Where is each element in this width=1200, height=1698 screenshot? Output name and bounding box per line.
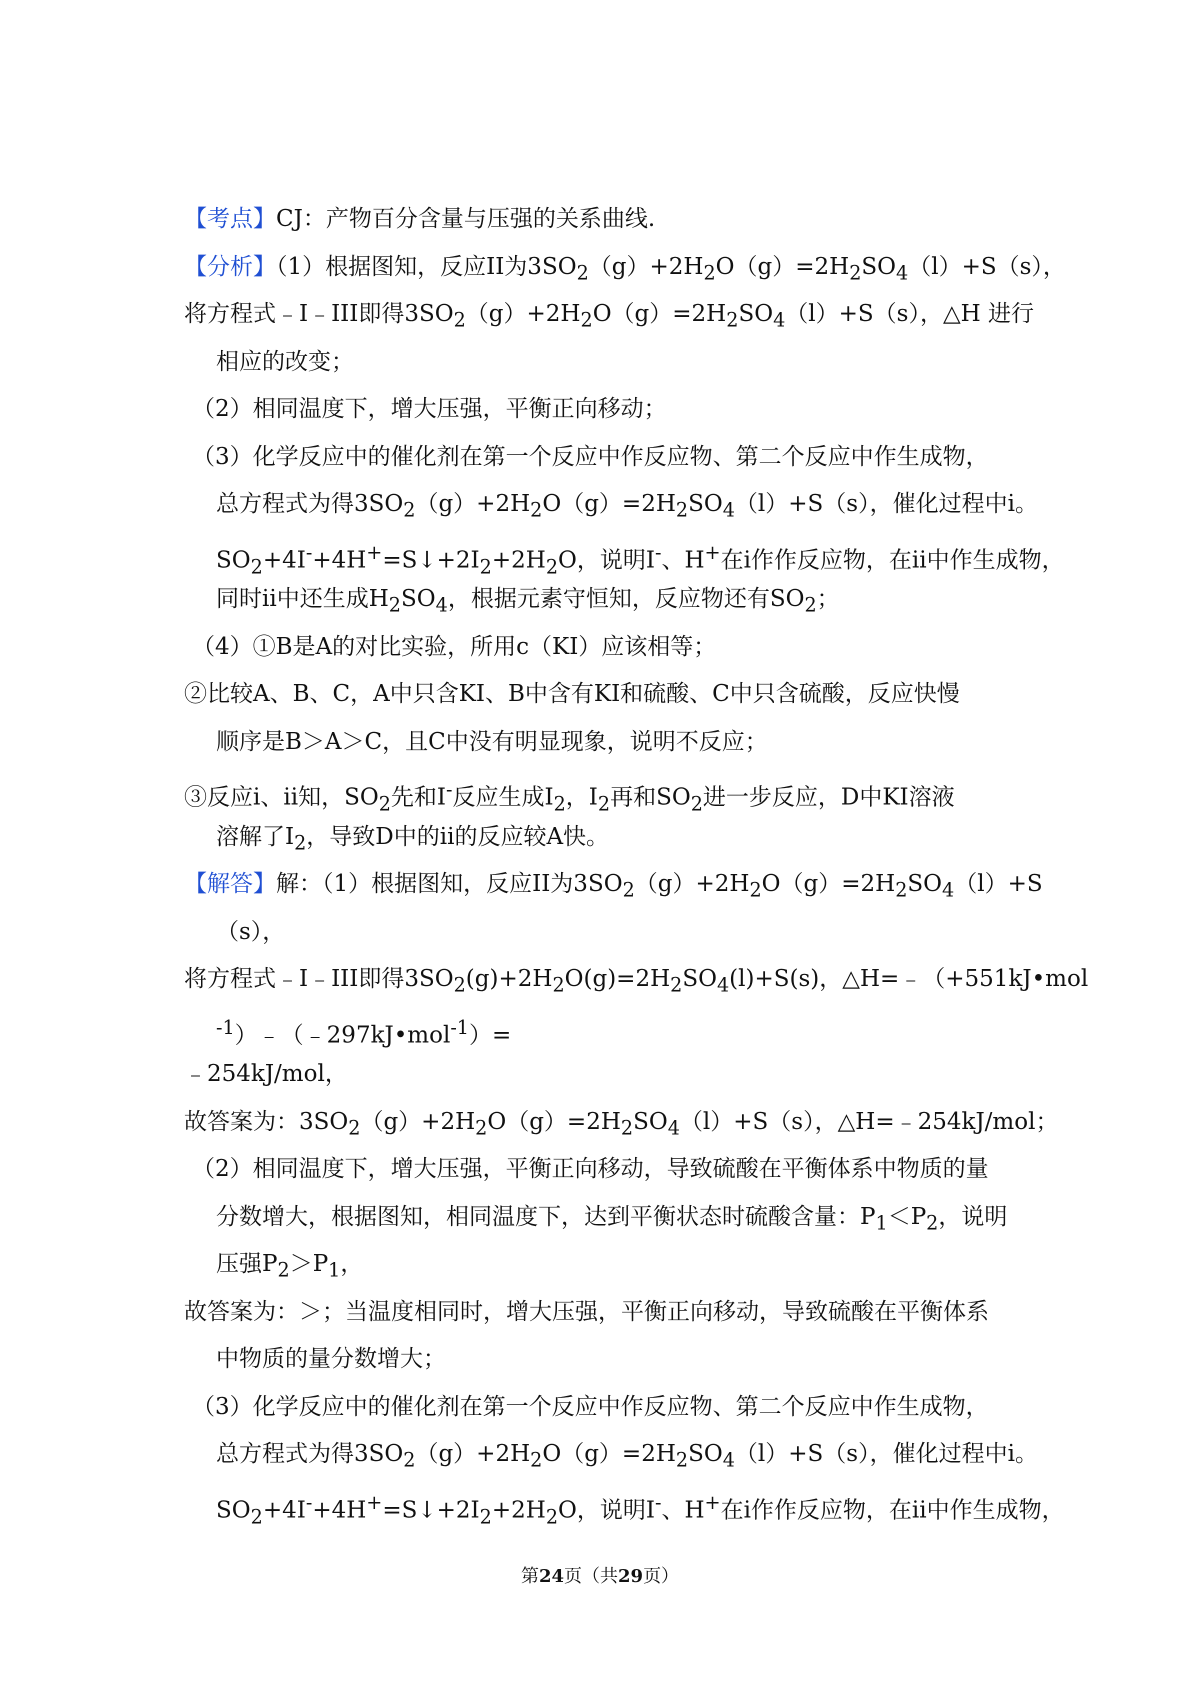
- line-text: 分数增大，根据图知，相同温度下，达到平衡状态时硫酸含量：$P_1<P_2$，说明: [216, 1203, 1008, 1235]
- line-text: 相应的改变；: [216, 348, 354, 375]
- document-body: [184, 196, 1089, 1528]
- footer-total-pages: 29: [618, 1566, 644, 1587]
- line-fenxi: [184, 244, 1066, 292]
- line-text: 将方程式﹣I﹣III即得$3SO_2(g)+2H_2O(g)=2H_2SO_4(l)+S(s)$，△H=﹣（+551kJ•mol: [184, 966, 1089, 997]
- line-text: 解：（1）根据图知，反应II为$3SO_2(g)+2H_2O(g)=2H_2SO_4(l)+S$: [276, 871, 1043, 902]
- line-text: （3）化学反应中的催化剂在第一个反应中作反应物、第二个反应中作生成物，: [192, 1393, 989, 1420]
- line-text: （2）相同温度下，增大压强，平衡正向移动；: [192, 396, 667, 422]
- line-jieda: [184, 861, 1043, 909]
- line-text: 总方程式为得$3SO_2(g)+2H_2O(g)=2H_2SO_4(l)+S(s)$，催化过程中i。: [216, 491, 1038, 522]
- tag-fenxi: 【分析】: [184, 253, 276, 280]
- footer-prefix: 第: [520, 1566, 539, 1587]
- line-text: 顺序是B＞A＞C，且C中没有明显现象，说明不反应；: [216, 728, 768, 755]
- footer-page-number: 24: [538, 1566, 564, 1587]
- line-text: $SO_2+4I^-+4H^+=S↓+2I_2+2H_2O$，说明I-、H+在i作作反应物，在ii中作生成物，: [216, 540, 1065, 578]
- line-text: 故答案为：$3SO_2(g)+2H_2O(g)=2H_2SO_4(l)+S(s)$，△H=﹣254kJ/mol；: [184, 1108, 1059, 1140]
- line-text: （3）化学反应中的催化剂在第一个反应中作反应物、第二个反应中作生成物，: [192, 443, 989, 470]
- line-text: （1）根据图知，反应II为$3SO_2(g)+2H_2O(g)=2H_2SO_4(l)+S(s)$，: [276, 253, 1066, 285]
- line-text: （4）①B是A的对比实验，所用c（KI）应该相等；: [192, 633, 717, 660]
- line-text: 总方程式为得$3SO_2(g)+2H_2O(g)=2H_2SO_4(l)+S(s)$，催化过程中i。: [216, 1441, 1038, 1472]
- line-text: CJ：产物百分含量与压强的关系曲线.: [276, 206, 656, 232]
- line-text: $SO_2+4I^-+4H^+=S↓+2I_2+2H_2O$，说明I-、H+在i作作反应物，在ii中作生成物，: [216, 1490, 1065, 1528]
- line-text: （2）相同温度下，增大压强，平衡正向移动，导致硫酸在平衡体系中物质的量: [192, 1156, 989, 1182]
- footer-suffix: 页）: [643, 1566, 680, 1587]
- line-kaodian: [184, 196, 1028, 244]
- tag-jieda: 【解答】: [184, 871, 276, 897]
- page-footer: [0, 1562, 1200, 1588]
- line-text: 故答案为：＞；当温度相同时，增大压强，平衡正向移动，导致硫酸在平衡体系: [184, 1298, 989, 1325]
- tag-kaodian: 【考点】: [184, 206, 276, 232]
- line-text: （s），: [216, 918, 286, 945]
- line-text: 压强$P_2>P_1$，: [216, 1251, 364, 1282]
- line-text: 将方程式﹣I﹣III即得$3SO_2(g)+2H_2O(g)=2H_2SO_4(l)+S(s)$，△H 进行: [184, 301, 1035, 332]
- footer-mid: 页（共: [564, 1566, 618, 1587]
- line-text: $^{-1}$）﹣（﹣297kJ•mol$^{-1}$）=: [216, 1015, 512, 1049]
- line-text: ③反应i、ii知，$SO_2$先和I-反应生成$I_2$，$I_2$再和$SO_2$进一步反应，D中KI溶液: [184, 778, 955, 816]
- line-text: 中物质的量分数增大；: [216, 1346, 446, 1372]
- line-text: 溶解了$I_2$，导致D中的ii的反应较A快。: [216, 823, 610, 855]
- line-text: 同时ii中还生成$H_2SO_4$，根据元素守恒知，反应物还有$SO_2$；: [216, 586, 840, 617]
- line-text: ②比较A、B、C，A中只含KI、B中含有KI和硫酸、C中只含硫酸，反应快慢: [184, 681, 960, 707]
- line-text: ﹣254kJ/mol，: [184, 1061, 348, 1087]
